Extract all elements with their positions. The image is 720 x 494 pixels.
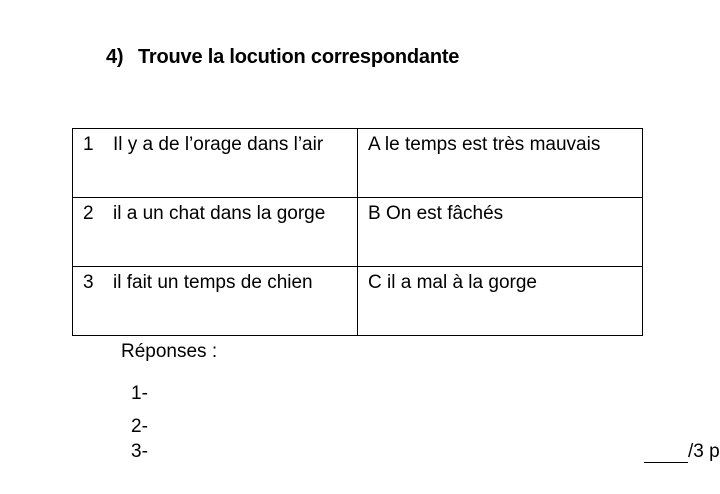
- answer-line-1[interactable]: 1-: [131, 383, 148, 404]
- expression-cell: [73, 129, 358, 198]
- meaning-cell: [358, 198, 643, 267]
- expression-text: il fait un temps de chien: [113, 272, 313, 293]
- expression-number: 2: [83, 203, 94, 224]
- expression-text: il a un chat dans la gorge: [113, 203, 326, 224]
- table-row: [73, 198, 643, 267]
- exercise-number: 4): [106, 46, 124, 68]
- expression-cell: [73, 198, 358, 267]
- score-total: /3 p: [688, 441, 720, 462]
- expression-number: 3: [83, 272, 94, 293]
- meaning-cell: [358, 267, 643, 336]
- meaning-text: C il a mal à la gorge: [368, 272, 537, 293]
- expression-text: Il y a de l’orage dans l’air: [113, 134, 324, 155]
- expression-cell: [73, 267, 358, 336]
- table-row: [73, 129, 643, 198]
- score-blank[interactable]: [644, 442, 688, 463]
- table-row: [73, 267, 643, 336]
- meaning-text: A le temps est très mauvais: [368, 134, 601, 155]
- exercise-title: Trouve la locution correspondante: [138, 46, 460, 68]
- answers-label: Réponses :: [121, 341, 218, 362]
- expression-number: 1: [83, 134, 94, 155]
- meaning-text: B On est fâchés: [368, 203, 504, 224]
- exercise-heading: [106, 46, 459, 69]
- answer-line-3[interactable]: 3-: [131, 441, 148, 462]
- answer-line-2[interactable]: 2-: [131, 416, 148, 437]
- meaning-cell: [358, 129, 643, 198]
- matching-table: [72, 128, 643, 336]
- score-field: [644, 441, 720, 463]
